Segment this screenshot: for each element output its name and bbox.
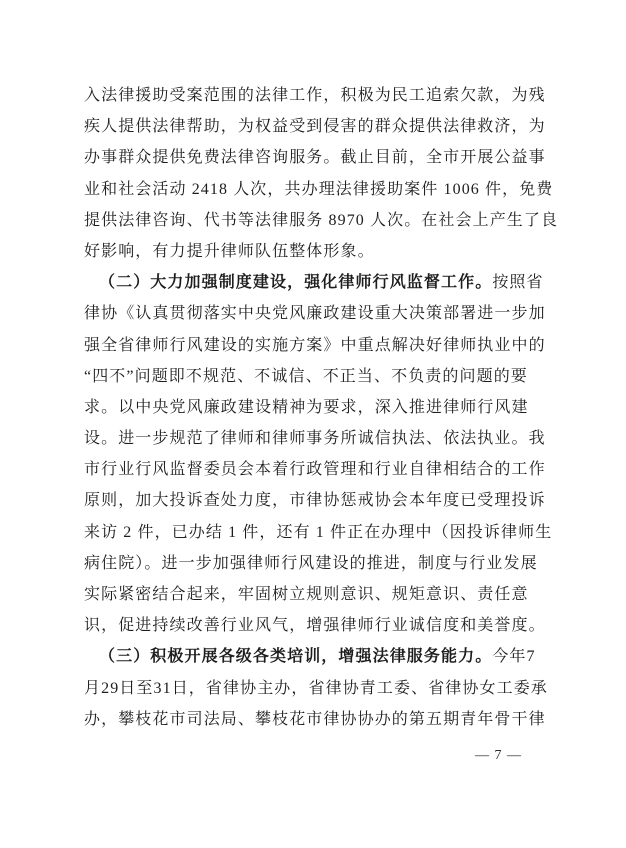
body-text: 疾人提供法律帮助，为权益受到侵害的群众提供法律救济，为 [84, 118, 546, 136]
body-text: 求。以中央党风廉政建设精神为要求，深入推进律师行风建 [84, 398, 529, 416]
body-text: 市行业行风监督委员会本着行政管理和行业自律相结合的工作 [84, 461, 546, 479]
body-text: 识，促进持续改善行业风气，增强律师行业诚信度和美誉度。 [84, 617, 546, 635]
document-line [84, 673, 552, 704]
body-text: 按照省 [492, 274, 544, 292]
body-text: 强全省律师行风建设的实施方案》中重点解决好律师执业中的 [84, 336, 546, 354]
body-text: 办，攀枝花市司法局、攀枝花市律协协办的第五期青年骨干律 [84, 710, 546, 728]
body-text: “四不”问题即不规范、不诚信、不正当、不负责的问题的要 [84, 367, 528, 385]
body-text: 实际紧密结合起来，牢固树立规则意识、规矩意识、责任意 [84, 586, 529, 603]
document-line [84, 142, 552, 173]
document-line [84, 111, 552, 142]
body-text: 业和社会活动 2418 人次，共办理法律援助案件 1006 件，免费 [84, 180, 554, 198]
document-line [84, 704, 552, 735]
document-line [84, 267, 552, 298]
document-line [84, 423, 552, 454]
document-line [84, 610, 552, 641]
body-text: 律协《认真贯彻落实中央党风廉政建设重大决策部署进一步加 [84, 305, 546, 323]
body-text: 办事群众提供免费法律咨询服务。截止目前，全市开展公益事 [84, 149, 546, 167]
document-line [84, 392, 552, 423]
document-line [84, 298, 552, 329]
body-text: 病住院）。进一步加强律师行风建设的推进，制度与行业发展 [84, 554, 538, 572]
document-line [84, 236, 552, 267]
document-line [84, 517, 552, 548]
body-text: 来访 2 件，已办结 1 件，还有 1 件正在办理中（因投诉律师生 [84, 523, 553, 541]
document-line [84, 548, 552, 579]
body-text: 设。进一步规范了律师和律师事务所诚信执法、依法执业。我 [84, 430, 546, 448]
document-line [84, 641, 552, 672]
body-text: 提供法律咨询、代书等法律服务 8970 人次。在社会上产生了良 [84, 211, 559, 229]
document-line [84, 174, 552, 205]
document-line [84, 330, 552, 361]
document-body [84, 80, 559, 735]
body-text: 原则，加大投诉查处力度，市律协惩戒协会本年度已受理投诉 [84, 492, 546, 510]
document-line [84, 485, 552, 516]
document-line [84, 361, 552, 392]
document-line [84, 80, 552, 111]
body-text: 入法律援助受案范围的法律工作，积极为民工追索欠款，为残 [84, 87, 546, 104]
heading-text: （二）大力加强制度建设，强化律师行风监督工作。 [99, 274, 493, 292]
document-line [84, 205, 559, 236]
heading-text: （三）积极开展各级各类培训，增强法律服务能力。 [99, 648, 493, 666]
page-number: — 7 — [475, 748, 522, 763]
body-text: 月29日至31日，省律协主办，省律协青工委、省律协女工委承 [84, 679, 548, 697]
body-text: 今年7 [492, 648, 536, 666]
document-line [84, 454, 552, 485]
body-text: 好影响，有力提升律师队伍整体形象。 [84, 242, 375, 260]
document-line [84, 579, 552, 610]
